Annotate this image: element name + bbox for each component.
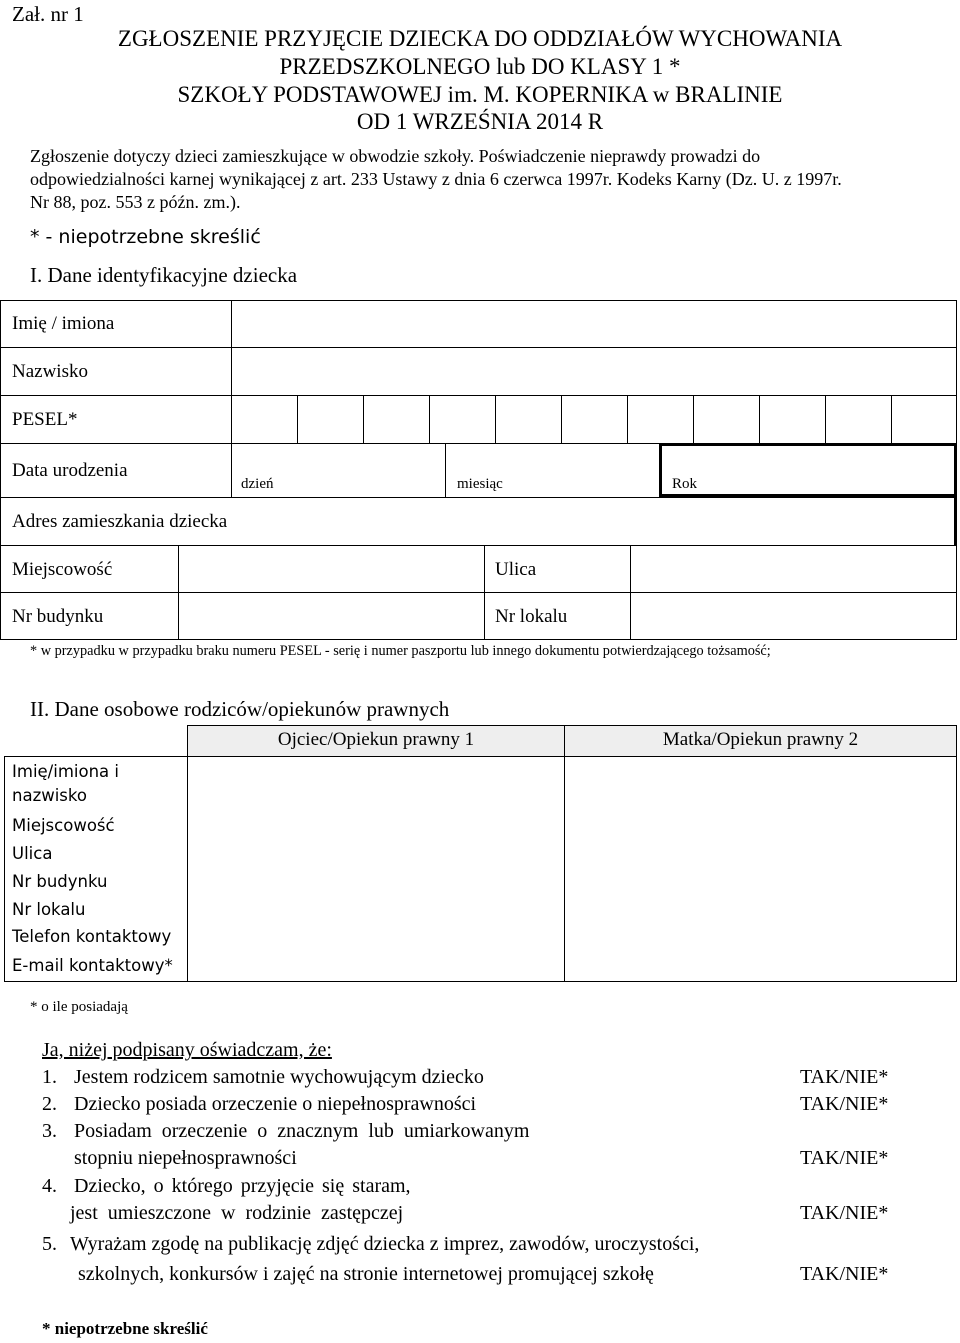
email-footnote: * o ile posiadają	[30, 999, 128, 1015]
decl-3-text: Posiadam orzeczenie o znacznym lub umiarkowanym	[74, 1120, 530, 1142]
row-email: E-mail kontaktowy*	[12, 956, 173, 975]
intro-line-1: Zgłoszenie dotyczy dzieci zamieszkujące w obwodzie szkoły. Poświadczenie nieprawdy prowadzi do	[30, 146, 761, 166]
footer-strike-note: * niepotrzebne skreślić	[42, 1319, 208, 1338]
decl-5-text: Wyrażam zgodę na publikację zdjęć dziecka z imprez, zawodów, uroczystości,	[70, 1233, 700, 1255]
decl-1-num: 1.	[42, 1066, 57, 1088]
pesel-label: PESEL*	[12, 409, 78, 430]
title-line-1: ZGŁOSZENIE PRZYJĘCIE DZIECKA DO ODDZIAŁÓW WYCHOWANIA	[117, 26, 843, 51]
row-building: Nr budynku	[12, 872, 108, 891]
decl-4-text2: jest umieszczone w rodzinie zastępczej	[70, 1202, 404, 1224]
decl-3-num: 3.	[42, 1120, 57, 1142]
decl-2-answer[interactable]: TAK/NIE*	[800, 1093, 889, 1115]
last-name-label: Nazwisko	[12, 361, 88, 382]
decl-5-num: 5.	[42, 1233, 57, 1255]
day-label: dzień	[241, 476, 274, 492]
decl-2-num: 2.	[42, 1093, 57, 1115]
decl-4-num: 4.	[42, 1175, 57, 1197]
year-label: Rok	[672, 476, 698, 492]
intro-line-2: odpowiedzialności karnej wynikającej z art. 233 Ustawy z dnia 6 czerwca 1997r. Kodeks Karny (Dz. U. z 1997r.	[30, 169, 842, 189]
apartment-label: Nr lokalu	[495, 606, 568, 627]
city-label: Miejscowość	[12, 559, 113, 580]
decl-3-answer[interactable]: TAK/NIE*	[800, 1147, 889, 1169]
row-street: Ulica	[12, 844, 53, 863]
row-city: Miejscowość	[12, 816, 115, 835]
title-line-3: SZKOŁY PODSTAWOWEJ im. M. KOPERNIKA w BRALINIE	[177, 82, 783, 107]
first-name-label: Imię / imiona	[12, 313, 115, 334]
pesel-footnote: * w przypadku w przypadku braku numeru PESEL - serię i numer paszportu lub innego dokumentu potwierdzającego tożsamość;	[30, 643, 771, 659]
decl-1-answer[interactable]: TAK/NIE*	[800, 1066, 889, 1088]
strike-note: * - niepotrzebne skreślić	[30, 226, 261, 248]
year-box[interactable]	[659, 443, 957, 497]
row-apartment: Nr lokalu	[12, 900, 86, 919]
month-label: miesiąc	[457, 476, 503, 492]
title-line-4: OD 1 WRZEŚNIA 2014 R	[356, 109, 604, 134]
parent1-header: Ojciec/Opiekun prawny 1	[277, 729, 475, 750]
section1-heading: I. Dane identyfikacyjne dziecka	[30, 263, 298, 287]
row-name-1: Imię/imiona i	[12, 762, 119, 781]
row-name-2: nazwisko	[12, 786, 87, 805]
section2-heading: II. Dane osobowe rodziców/opiekunów prawnych	[30, 697, 450, 721]
decl-1-text: Jestem rodzicem samotnie wychowującym dziecko	[74, 1066, 484, 1088]
decl-3-text2: stopniu niepełnosprawności	[74, 1147, 297, 1169]
address-label: Adres zamieszkania dziecka	[12, 511, 228, 532]
parent2-header: Matka/Opiekun prawny 2	[662, 729, 859, 750]
declaration-intro: Ja, niżej podpisany oświadczam, że:	[42, 1039, 332, 1061]
decl-4-answer[interactable]: TAK/NIE*	[800, 1202, 889, 1224]
decl-5-text2: szkolnych, konkursów i zajęć na stronie internetowej promującej szkołę	[78, 1263, 654, 1285]
row-phone: Telefon kontaktowy	[12, 927, 172, 946]
title-line-2: PRZEDSZKOLNEGO lub DO KLASY 1 *	[279, 54, 681, 79]
street-label: Ulica	[495, 559, 537, 580]
building-label: Nr budynku	[12, 606, 104, 627]
intro-line-3: Nr 88, poz. 553 z późn. zm.).	[30, 192, 241, 212]
attachment-label: Zał. nr 1	[12, 2, 84, 26]
decl-5-answer[interactable]: TAK/NIE*	[800, 1263, 889, 1285]
birth-date-label: Data urodzenia	[12, 460, 128, 481]
decl-4-text: Dziecko, o którego przyjęcie się staram,	[74, 1175, 411, 1197]
decl-2-text: Dziecko posiada orzeczenie o niepełnosprawności	[74, 1093, 477, 1115]
